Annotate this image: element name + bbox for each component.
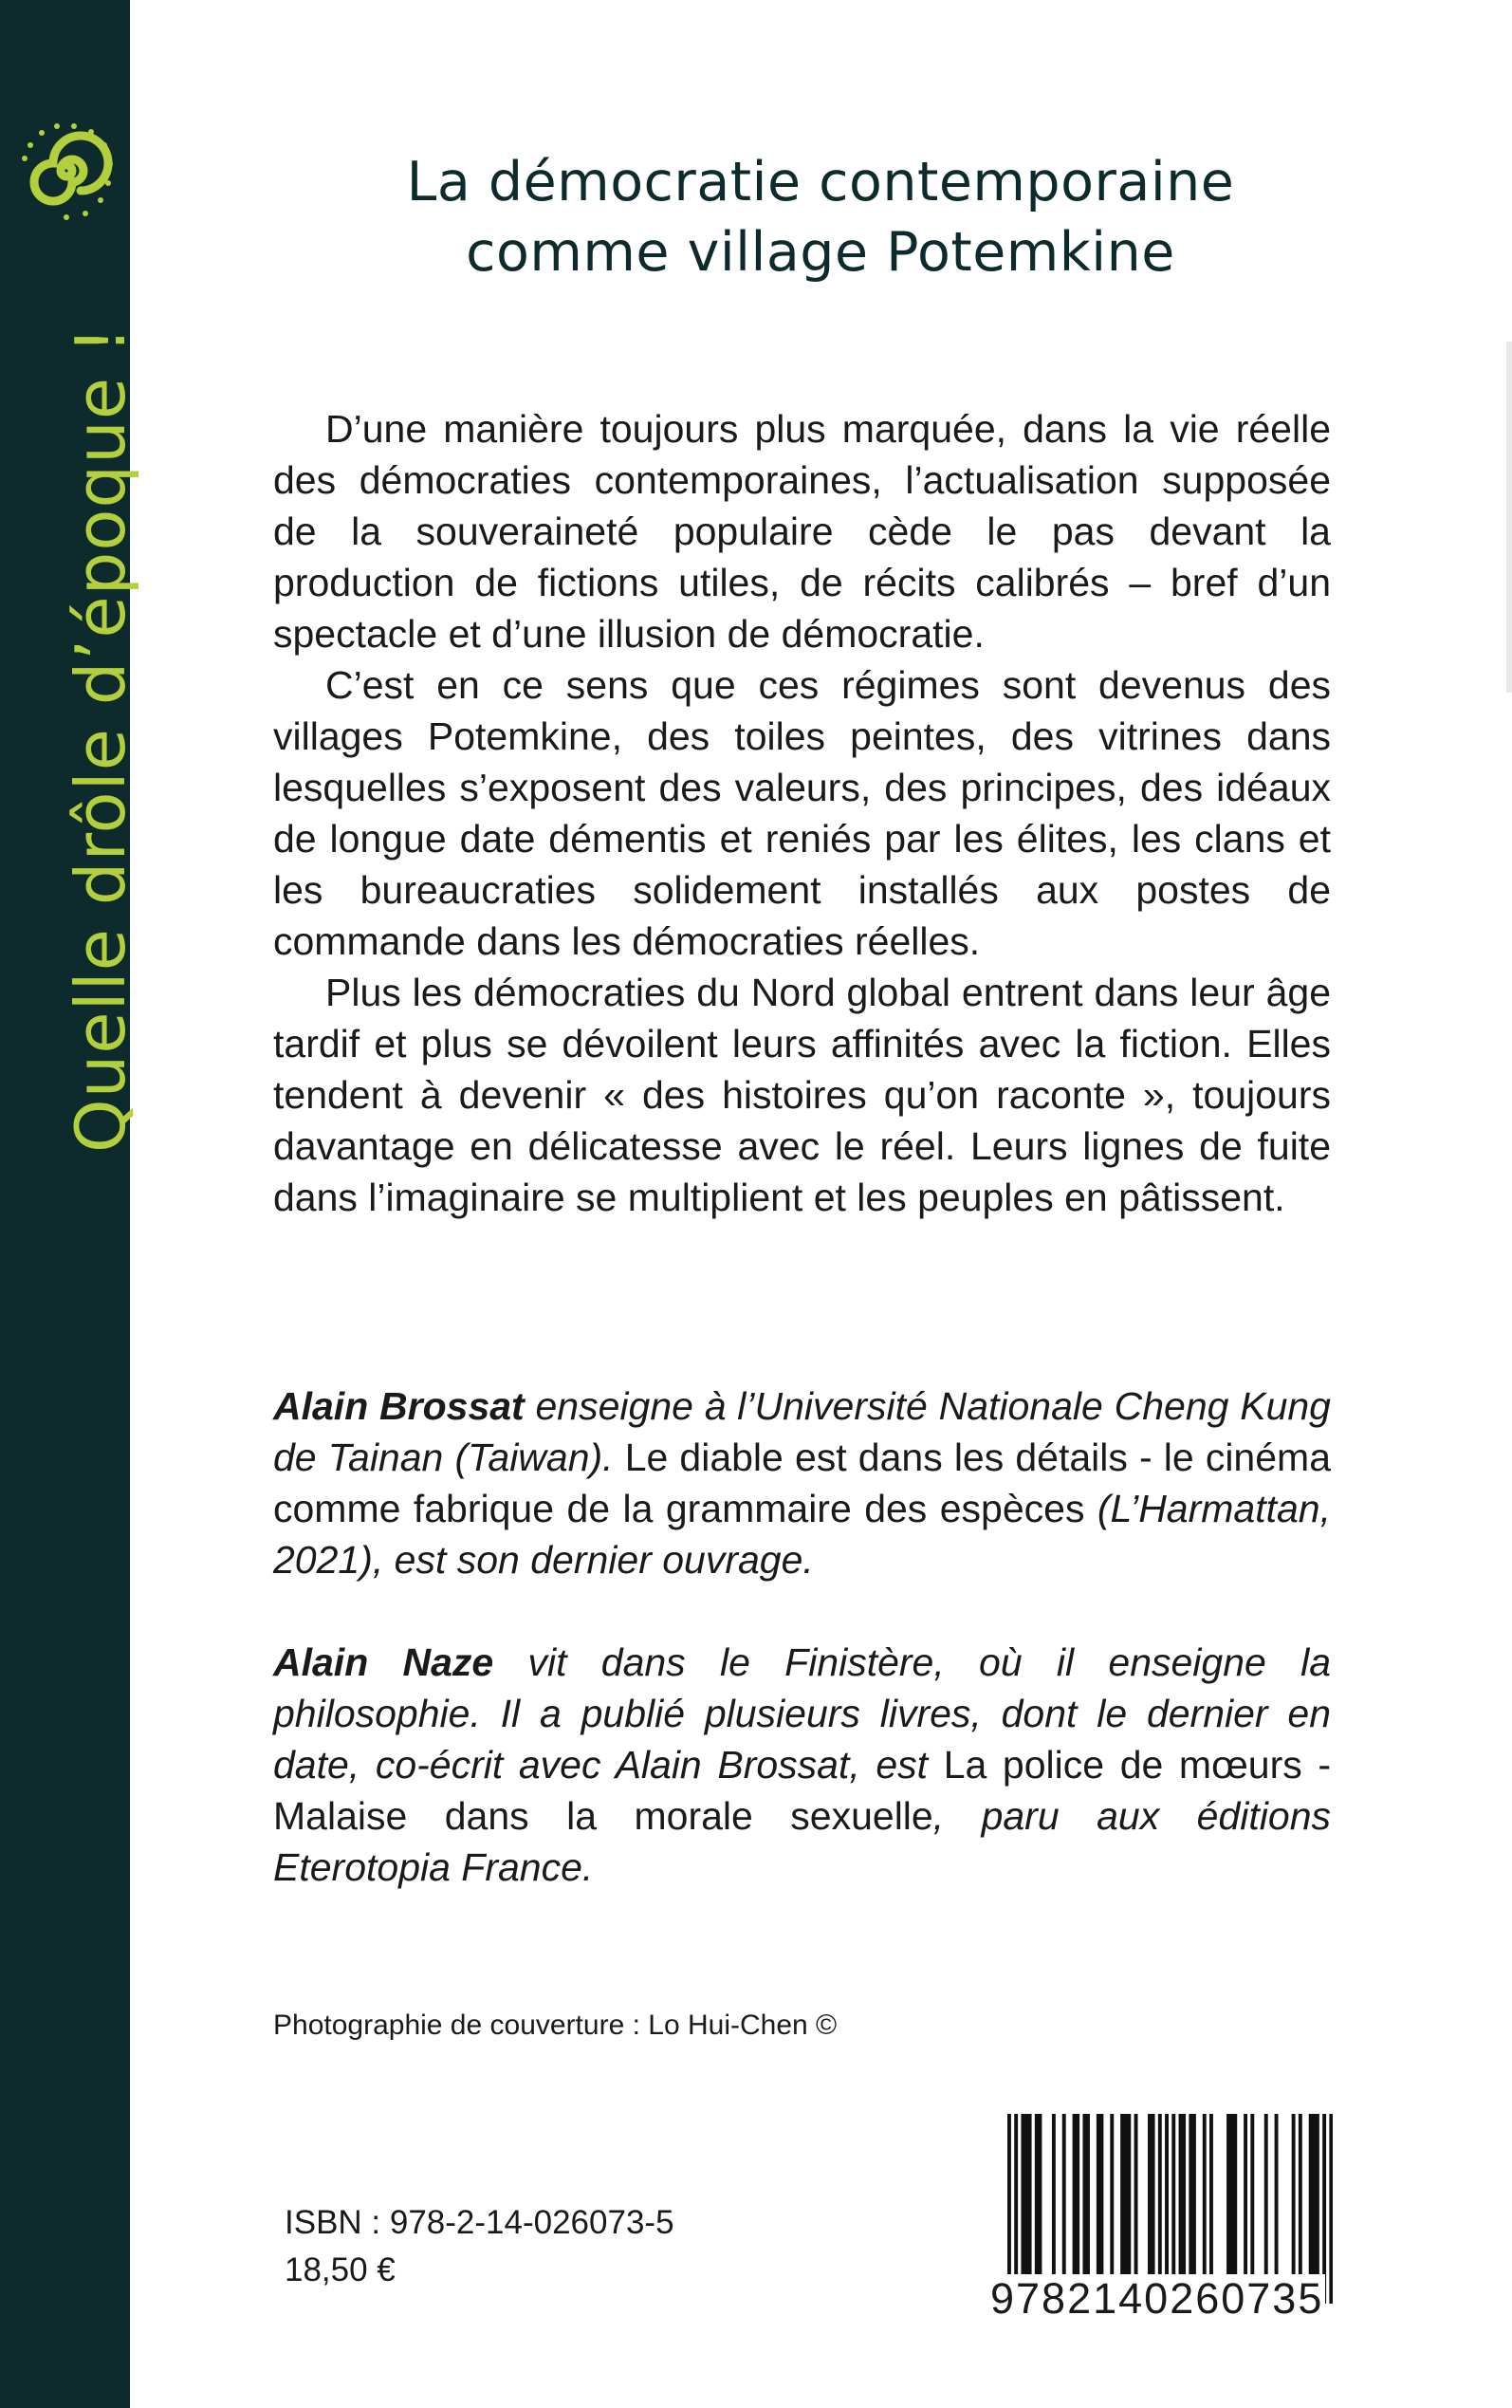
barcode-bar [1182, 2114, 1186, 2285]
barcode-bar [1062, 2114, 1066, 2285]
page-edge [1506, 342, 1512, 693]
barcode-bar [1179, 2114, 1183, 2285]
barcode-bar [1024, 2114, 1028, 2285]
bio-text: vit dans le Finistère, où il enseigne la philosophie. Il a publié plusieurs livres, dont le dernier en date, co-écrit avec Alain Brossat, est [273, 1640, 1331, 1787]
blurb-paragraph-3: Plus les démocraties du Nord global entrent dans leur âge tardif et plus se dévoilent leurs affinités avec la fiction. Elles tendent à devenir « des histoires qu’on raconte », toujours davantage en délicatesse avec le réel. Leurs lignes de fuite dans l’imaginaire se multiplient et les peuples en pâtissent. [273, 971, 1331, 1219]
barcode-bar [1275, 2114, 1279, 2285]
barcode-bar [1082, 2114, 1086, 2285]
barcode-bar [1028, 2114, 1032, 2285]
blurb [273, 403, 1331, 1223]
blurb-paragraph-1: D’une manière toujours plus marquée, dans la vie réelle des démocraties contemporaines, l’actualisation supposée de la souveraineté populaire cède le pas devant la production de fictions utiles, de récits calibrés – bref d’un spectacle et d’une illusion de démocratie. [273, 407, 1331, 656]
barcode-bar [1110, 2114, 1114, 2285]
isbn-number: ISBN : 978-2-14-026073-5 [285, 2204, 674, 2241]
author-name: Alain Brossat [273, 1384, 525, 1428]
series-title: Quelle drôle d’époque ! [61, 325, 140, 1153]
barcode-bar [1309, 2114, 1313, 2285]
author-bio-naze [273, 1637, 1331, 1893]
spiral-shell-icon [17, 119, 117, 223]
barcode-bar [1299, 2114, 1302, 2285]
barcode-bar [1189, 2114, 1192, 2285]
barcode-digits [988, 2272, 1339, 2325]
barcode-bar [1148, 2114, 1152, 2285]
bio-text: , paru aux éditions Eterotopia France. [273, 1794, 1331, 1889]
bio-text: enseigne à l’Université Nationale Cheng Kung de Tainan (Taiwan). [273, 1384, 1331, 1479]
barcode-bar [1244, 2114, 1247, 2285]
barcode-bar [1233, 2114, 1237, 2285]
barcode-bar [1134, 2114, 1138, 2285]
barcode-bar [1312, 2114, 1316, 2285]
barcode-digits-text: 9782140260735 [990, 2274, 1324, 2323]
barcode-bar [1076, 2114, 1079, 2285]
barcode-bar [1038, 2114, 1042, 2285]
price: 18,50 € [285, 2251, 396, 2288]
blurb-paragraph-2: C’est en ce sens que ces régimes sont devenus des villages Potemkine, des toiles peintes, des vitrines dans lesquelles s’exposent des valeurs, des principes, des idéaux de longue date démentis et reniés par les élites, les clans et les bureaucraties solidement installés aux postes de commande dans les démocraties réelles. [273, 663, 1331, 963]
barcode-bar [1250, 2114, 1254, 2285]
barcode-bar [1292, 2114, 1296, 2285]
author-bio-brossat [273, 1380, 1331, 1585]
barcode-bar [1127, 2114, 1131, 2285]
book-reference: Le diable est dans les détails - le cinéma comme fabrique de la grammaire des espèces [273, 1436, 1331, 1530]
book-title-line-1: La démocratie contemporaine [406, 151, 1235, 213]
barcode-bar [1099, 2114, 1103, 2285]
bio-text: (L’Harmattan, 2021), est son dernier ouvrage. [273, 1487, 1331, 1582]
barcode-bar [1226, 2114, 1230, 2285]
barcode-bar [1192, 2114, 1196, 2285]
book-reference: La police de mœurs - Malaise dans la morale sexuelle [273, 1743, 1332, 1838]
book-title [275, 147, 1366, 287]
book-title-line-2: comme village Potemkine [466, 221, 1175, 284]
isbn-block [285, 2199, 674, 2294]
barcode-bar [1073, 2114, 1077, 2285]
barcode-bar [1152, 2114, 1155, 2285]
barcode-bar [1021, 2114, 1024, 2285]
barcode-bar [1052, 2114, 1056, 2285]
barcode-bar [1203, 2114, 1207, 2285]
barcode-bar [1230, 2114, 1234, 2285]
barcode-bar [1264, 2114, 1268, 2285]
barcode-bar [1316, 2114, 1319, 2285]
photo-credit: Photographie de couverture : Lo Hui-Chen © [273, 2010, 838, 2041]
barcode-bar [1035, 2114, 1039, 2285]
barcode-bar [1097, 2114, 1100, 2285]
barcode-bar [1209, 2114, 1213, 2285]
barcode-bar [1124, 2114, 1128, 2285]
barcode-bar [1158, 2114, 1162, 2285]
barcode-bar [1086, 2114, 1090, 2285]
author-name: Alain Naze [273, 1640, 494, 1684]
spine [0, 0, 140, 2408]
barcode-bar [1120, 2114, 1124, 2285]
